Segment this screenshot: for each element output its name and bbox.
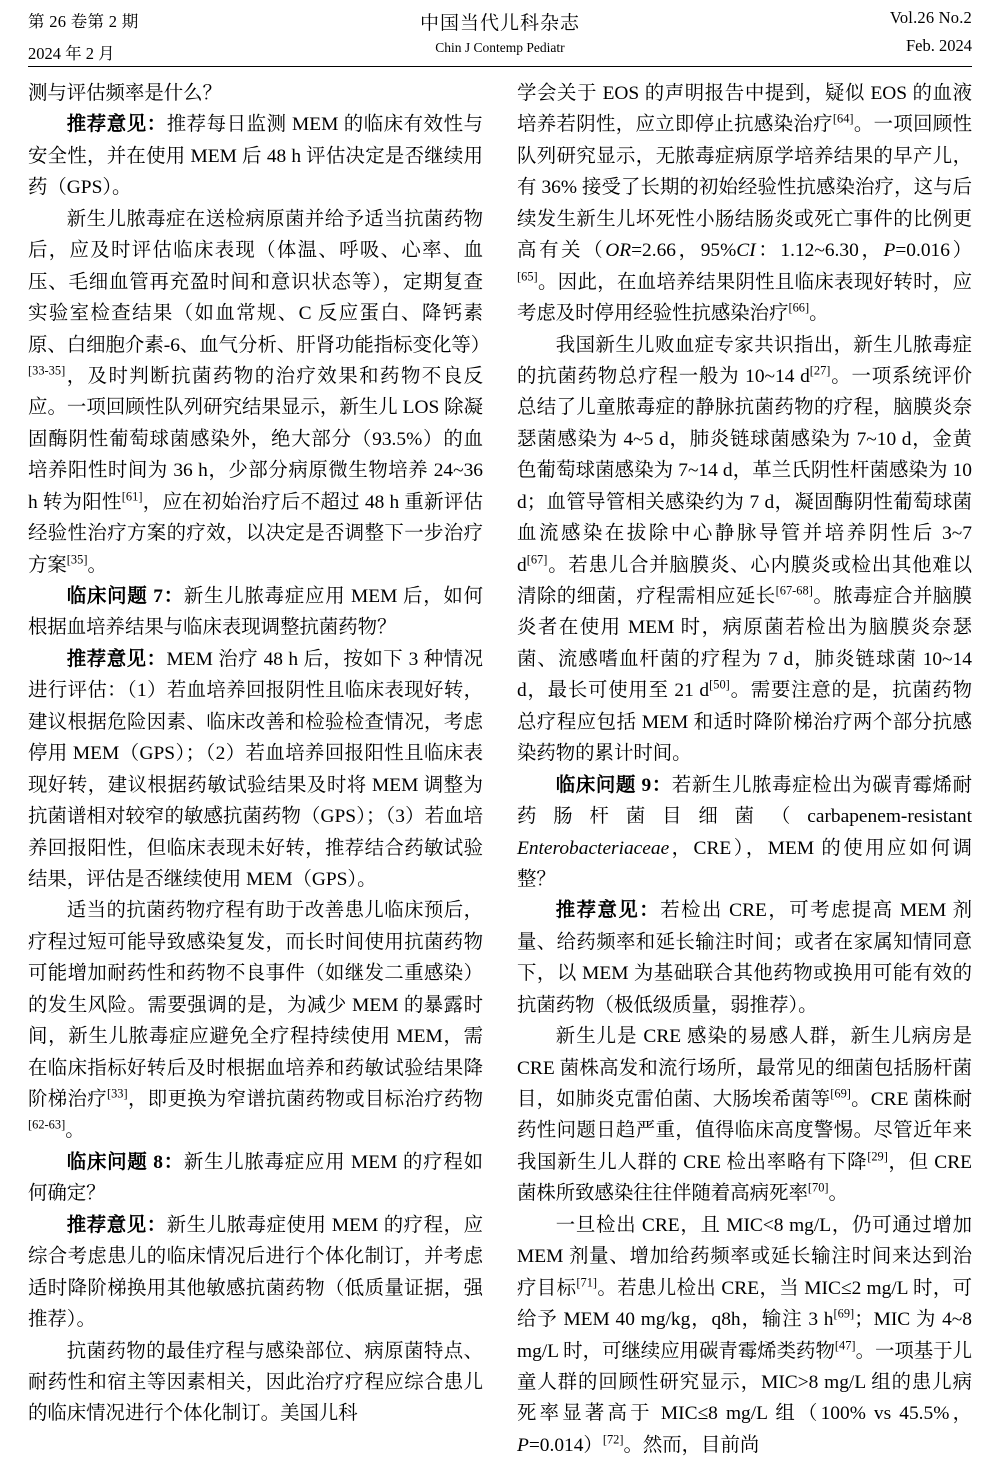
volume-issue-en: Vol.26 No.2 — [889, 8, 972, 27]
recommendation-text: 推荐每日监测 MEM 的临床有效性与安全性，并在使用 MEM 后 48 h 评估决定是否继续用药（GPS）。 — [28, 114, 483, 199]
paragraph-text-cont: ，即更换为窄谱抗菌药物或目标治疗药物 — [127, 1089, 483, 1110]
statistic-or-value: =2.66，95% — [631, 240, 737, 262]
citation-50: [50] — [709, 677, 730, 692]
paragraph-text-end: 。 — [809, 303, 829, 325]
paragraph-text-cont2: 。若患儿合并脑膜炎、心内膜炎或检出其他难以清除的细菌，疗程需相应延长 — [517, 554, 972, 607]
statistic-p: P — [883, 240, 896, 262]
paragraph-consensus-course — [517, 330, 972, 770]
paragraph-text-cont2: ，但 CRE 菌株所致感染往往伴随着高病死率 — [517, 1151, 973, 1205]
citation-67-68: [67-68] — [775, 583, 813, 598]
species-name-italic: Enterobacteriaceae — [517, 837, 670, 859]
citation-72: [72] — [602, 1432, 624, 1447]
paragraph-text-cont2: 。因此，在血培养结果阴性且临床表现好转时，应考虑及时停用经验性抗感染治疗 — [517, 271, 972, 325]
statistic-p-value-2: =0.014） — [528, 1434, 603, 1456]
paragraph-text-cont: 。若患儿检出 CRE，当 MIC≤2 mg/L 时，可给予 MEM 40 mg/kg，q8h，输注 3 h — [517, 1277, 972, 1331]
question-text-9b: ，CRE），MEM 的使用应如何调整？ — [517, 837, 972, 890]
citation-64: [64] — [832, 111, 854, 126]
recommendation-paragraph-2 — [28, 644, 483, 896]
running-head-left — [28, 8, 292, 64]
question-text-7: 新生儿脓毒症应用 MEM 后，如何根据血培养结果与临床表现调整抗菌药物？ — [28, 586, 483, 639]
paragraph-text-cont2: ，应在初始治疗后不超过 48 h 重新评估经验性治疗方案的疗效，以决定是否调整下一步治疗方案 — [28, 491, 483, 576]
clinical-question-7 — [28, 581, 483, 644]
running-head-right — [708, 8, 972, 56]
clinical-question-8 — [28, 1147, 483, 1210]
running-head — [28, 0, 972, 64]
paragraph-text-end: 。 — [87, 554, 107, 576]
left-column — [28, 78, 491, 1458]
paragraph-text-cont: 。一项系统评价总结了儿童脓毒症的静脉抗菌药物的疗程，脑膜炎奈瑟菌感染为 4~5 d，肺炎链球菌感染为 7~10 d，金黄色葡萄球菌感染为 7~14 d，革兰氏阴性杆菌感染为 10 d；血管导管相关感染约为 7 d，凝固酶阴性葡萄球菌血流感染在拔除中心静脉导管并培养阴性后 3~7 d — [517, 365, 972, 576]
date-en: Feb. 2024 — [905, 36, 972, 55]
citation-29: [29] — [867, 1149, 888, 1164]
journal-title-en: Chin J Contemp Pediatr — [435, 40, 565, 55]
recommendation-label-3: 推荐意见： — [66, 1214, 167, 1236]
running-head-center — [292, 8, 707, 56]
recommendation-label: 推荐意见： — [66, 114, 167, 136]
recommendation-paragraph-1 — [28, 109, 483, 203]
paragraph-eos-statement — [517, 78, 972, 330]
citation-33: [33] — [106, 1086, 128, 1101]
clinical-question-9 — [517, 770, 972, 896]
citation-47: [47] — [834, 1338, 856, 1353]
citation-65: [65] — [517, 269, 538, 284]
volume-issue-cn: 第 26 卷第 2 期 — [28, 12, 139, 31]
citation-69: [69] — [830, 1086, 851, 1101]
paragraph-text-end: 。 — [828, 1183, 848, 1205]
recommendation-paragraph-4 — [517, 895, 972, 1021]
citation-66: [66] — [788, 300, 810, 315]
paragraph-text-cont3: 。脓毒症合并脑膜炎者在使用 MEM 时，病原菌若检出为脑膜炎奈瑟菌、流感嗜血杆菌的疗程为 7 d，肺炎链球菌 10~14 d，最长可使用至 21 d — [517, 586, 973, 702]
paragraph-text: 新生儿是 CRE 感染的易感人群，新生儿病房是 CRE 菌株高发和流行场所，最常见的细菌包括肠杆菌目，如肺炎克雷伯菌、大肠埃希菌等 — [517, 1026, 972, 1110]
citation-62-63: [62-63] — [28, 1117, 66, 1132]
paragraph-text: 一旦检出 CRE，且 MIC<8 mg/L，仍可通过增加 MEM 剂量、增加给药频率或延长输注时间来达到治疗目标 — [517, 1214, 972, 1299]
right-column — [517, 78, 972, 1458]
paragraph-text-cont4: 。需要注意的是，抗菌药物总疗程应包括 MEM 和适时降阶梯治疗两个部分抗感染药物的累计时间。 — [517, 680, 973, 765]
paragraph-assessment — [28, 204, 491, 581]
paragraph-text-cont5: 。然而，目前尚 — [623, 1434, 760, 1456]
paragraph-cre-epidemiology — [517, 1021, 972, 1210]
recommendation-text-3: 新生儿脓毒症使用 MEM 的疗程，应综合考虑患儿的临床情况后进行个体化制订，并考虑适时降阶梯换用其他敏感抗菌药物（低质量证据，强推荐）。 — [28, 1214, 483, 1331]
citation-61: [61] — [121, 489, 143, 504]
journal-title-cn: 中国当代儿科杂志 — [419, 13, 580, 34]
paragraph-mic-dosing — [517, 1210, 972, 1462]
citation-69b: [69] — [833, 1306, 855, 1321]
paragraph-text: 适当的抗菌药物疗程有助于改善患儿临床预后，疗程过短可能导致感染复发，而长时间使用抗菌药物可能增加耐药性和药物不良事件（如继发二重感染）的发生风险。需要强调的是，为减少 MEM 的暴露时间，新生儿脓毒症应避免全疗程持续使用 MEM，需在临床指标好转后及时根据血培养和药敏试验结果降阶梯治疗 — [28, 900, 483, 1110]
statistic-p-2: P — [517, 1434, 529, 1456]
question-label-8: 临床问题 8： — [66, 1151, 184, 1173]
citation-70: [70] — [807, 1180, 829, 1195]
paragraph-continued: 测与评估频率是什么？ — [28, 83, 222, 104]
date-cn: 2024 年 2 月 — [28, 44, 115, 63]
paragraph-text-end: 。 — [65, 1120, 85, 1142]
citation-35: [35] — [66, 552, 88, 567]
paragraph-text: 我国新生儿败血症专家共识指出，新生儿脓毒症的抗菌药物总疗程一般为 10~14 d — [517, 334, 972, 387]
paragraph-course-factors: 抗菌药物的最佳疗程与感染部位、病原菌特点、耐药性和宿主等因素相关，因此治疗疗程应综合患儿的临床情况进行个体化制订。美国儿科 — [28, 1340, 483, 1425]
question-label-9: 临床问题 9： — [555, 774, 672, 796]
paragraph-text-cont: 。一项回顾性队列研究显示，无脓毒症病原学培养结果的早产儿，有 36% 接受了长期的初始经验性抗感染治疗，这与后续发生新生儿坏死性小肠结肠炎或死亡事件的比例更高有关（ — [517, 114, 972, 262]
citation-71: [71] — [576, 1275, 598, 1290]
citation-67: [67] — [526, 552, 548, 567]
paragraph-text-cont3: 。一项基于儿童人群的回顾性研究显示，MIC>8 mg/L 组的患儿病死率显著高于 MIC≤8 mg/L 组（100% vs 45.5%， — [517, 1340, 972, 1425]
question-label-7: 临床问题 7： — [66, 586, 184, 607]
paragraph-duration — [28, 895, 483, 1147]
statistic-ci: CI — [736, 240, 756, 262]
recommendation-label-2: 推荐意见： — [66, 648, 167, 670]
recommendation-text-4: 若检出 CRE，可考虑提高 MEM 剂量、给药频率和延长输注时间；或者在家属知情同意下，以 MEM 为基础联合其他药物或换用可能有效的抗菌药物（极低级质量，弱推荐）。 — [517, 900, 972, 1016]
recommendation-label-4: 推荐意见： — [555, 900, 661, 922]
paragraph-text-cont: ，及时判断抗菌药物的治疗效果和药物不良反应。一项回顾性队列研究结果显示，新生儿 LOS 除凝固酶阴性葡萄球菌感染外，绝大部分（93.5%）的血培养阳性时间为 36 h，少部分病原微生物培养 24~36 h 转为阳性 — [28, 365, 483, 513]
citation-27: [27] — [809, 363, 831, 378]
statistic-ci-value: ：1.12~6.30， — [755, 240, 884, 262]
recommendation-text-2: MEM 治疗 48 h 后，按如下 3 种情况进行评估：（1）若血培养回报阴性且临床表现好转，建议根据危险因素、临床改善和检验检查情况，考虑停用 MEM（GPS）；（2）若血培养回报阳性且临床表现好转，建议根据药敏试验结果及时将 MEM 调整为抗菌谱相对较窄的敏感抗菌药物（GPS）；（3）若血培养回报阳性，但临床表现未好转，推荐结合药敏试验结果，评估是否继续使用 MEM（GPS）。 — [28, 648, 484, 890]
statistic-p-value: =0.016） — [895, 240, 973, 262]
header-rule — [28, 66, 972, 67]
paragraph-text: 学会关于 EOS 的声明报告中提到，疑似 EOS 的血液培养若阴性，应立即停止抗感染治疗 — [517, 83, 972, 136]
paragraph-text-cont2: ；MIC 为 4~8 mg/L 时，可继续应用碳青霉烯类药物 — [517, 1309, 972, 1362]
statistic-or: OR — [605, 240, 632, 262]
question-text-8: 新生儿脓毒症应用 MEM 的疗程如何确定？ — [28, 1151, 483, 1205]
recommendation-paragraph-3 — [28, 1210, 483, 1336]
question-text-9a: 若新生儿脓毒症检出为碳青霉烯耐药肠杆菌目细菌（carbapenem-resistant — [517, 774, 973, 828]
body-columns — [28, 78, 972, 1458]
citation-33-35: [33-35] — [28, 363, 66, 378]
paragraph-text: 新生儿脓毒症在送检病原菌并给予适当抗菌药物后，应及时评估临床表现（体温、呼吸、心率、血压、毛细血管再充盈时间和意识状态等），定期复查实验室检查结果（如血常规、C 反应蛋白、降钙素原、白细胞介素-6、血气分析、肝肾功能指标变化等） — [28, 208, 491, 356]
paragraph-text-cont: 。CRE 菌株耐药性问题日趋严重，值得临床高度警惕。尽管近年来我国新生儿人群的 CRE 检出率略有下降 — [517, 1089, 973, 1173]
